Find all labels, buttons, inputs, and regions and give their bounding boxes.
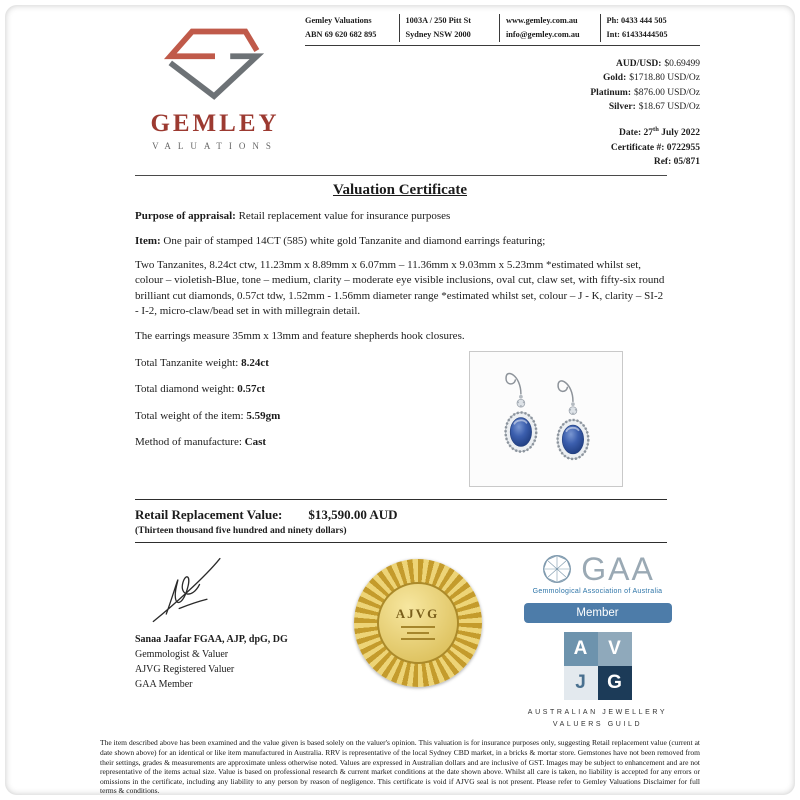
rate-gold: Gold: $1718.80 USD/Oz [603, 73, 700, 84]
ajvg-letter-g: G [598, 666, 632, 700]
brand-name: GEMLEY [150, 110, 280, 137]
document-title: Valuation Certificate [332, 182, 467, 199]
retail-value-label: Retail Replacement Value: [135, 506, 283, 522]
method-of-manufacture: Method of manufacture: Cast [135, 436, 267, 448]
ajvg-guild-name: AUSTRALIAN JEWELLERY VALUERS GUILD [527, 708, 668, 729]
contact-table [305, 14, 700, 46]
phone-number: Ph: 0433 444 505 [606, 16, 667, 25]
website[interactable]: www.gemley.com.au [506, 16, 578, 25]
purpose-line: Purpose of appraisal: Retail replacement value for insurance purposes [135, 210, 451, 223]
email[interactable]: info@gemley.com.au [506, 30, 580, 40]
valuer-registration: AJVG Registered Valuer [135, 663, 235, 675]
associations-column [500, 550, 695, 732]
address-line1: 1003A / 250 Pitt St [405, 16, 471, 25]
total-tanzanite-weight: Total Tanzanite weight: 8.24ct [135, 356, 269, 369]
seal-ornament [401, 638, 435, 640]
ajvg-gold-seal [354, 559, 482, 687]
disclaimer-fine-print: The item described above has been examined and the value given is based solely on the valuer's opinion. This valuation is for insurance purposes only, suggesting Retail replacement value (current at date shown above) for an identical or like item manufactured in Australia. RRV is representative of the local Sydney CBD market, in a bricks & mortar store. Gemstones have not been removed from their settings, grades & measurements are approximate unless otherwise noted. Values are expressed in Australian dollars and are inclusive of GST. Images may be subject to enhancement and are not representative of the items actual size. Value is based on professional research & current market conditions at the date shown above. Whilst all care is taken, no liability is accepted for any errors or omissions in the certificate, including any liability to any person by reason of negligence. This certificate is void if AJVG seal is not present. Please refer to Gemley Valuations Disclaimer for full terms & conditions. [100, 738, 700, 796]
retail-value-box [135, 499, 667, 543]
item-label: Item: [135, 235, 161, 248]
document-header [0, 12, 800, 169]
valuer-membership: GAA Member [135, 678, 193, 690]
address-line2: Sydney NSW 2000 [405, 30, 471, 40]
company-abn: ABN 69 620 682 895 [305, 30, 377, 40]
contact-web-cell [499, 14, 600, 42]
company-name: Gemley Valuations [305, 16, 372, 25]
totals-list [135, 345, 469, 487]
valuer-signature [135, 553, 253, 627]
reference-number: Ref: 05/871 [653, 156, 700, 167]
total-item-weight: Total weight of the item: 5.59gm [135, 409, 281, 422]
gaa-gem-icon [540, 553, 574, 585]
retail-value-amount: $13,590.00 AUD [308, 506, 398, 522]
brand-block [135, 14, 295, 169]
valuer-role: Gemmologist & Valuer [135, 648, 229, 660]
header-right [305, 14, 700, 169]
ajvg-letter-j: J [564, 666, 598, 700]
rate-platinum: Platinum: $876.00 USD/Oz [590, 87, 700, 98]
intl-number: Int: 61433444505 [606, 30, 668, 40]
purpose-label: Purpose of appraisal: [135, 210, 236, 223]
contact-address-cell [399, 14, 500, 42]
ajvg-letter-v: V [598, 632, 632, 666]
total-diamond-weight: Total diamond weight: 0.57ct [135, 383, 265, 396]
ajvg-letter-a: A [564, 632, 598, 666]
gemley-diamond-logo-icon [156, 22, 274, 100]
seal-column [335, 553, 500, 732]
gaa-member-badge: Member [524, 603, 672, 623]
item-description: Two Tanzanites, 8.24ct ctw, 11.23mm x 8.89mm x 6.07mm – 11.36mm x 9.03mm x 5.23mm *estimated whilst set, colour – violetish-Blue, tone – medium, clarity – moderate eye visible inclusions, oval cut, claw set, with fifty-six round brilliant cut diamonds, 0.57ct tdw, 1.52mm - 1.56mm diameter range *estimated whilst set, colour – J - K, clarity – SI-2 - I-2, micro-claw/bead set in with millegrain detail. [135, 258, 665, 318]
valuation-date: Date: 27th July 2022 [619, 126, 700, 139]
totals-and-photo [135, 345, 665, 487]
retail-value-words: (Thirteen thousand five hundred and ninety dollars) [135, 525, 347, 536]
contact-phone-cell [600, 14, 701, 42]
gaa-full-name: Gemmological Association of Australia [532, 587, 663, 595]
date-ordinal: th [653, 126, 659, 134]
certificate-body [0, 209, 800, 487]
brand-subtitle: VALUATIONS [152, 141, 278, 151]
certificate-footer [0, 543, 800, 732]
item-line: Item: One pair of stamped 14CT (585) white gold Tanzanite and diamond earrings featuring; [135, 235, 546, 248]
rate-audusd: AUD/USD: $0.69499 [615, 59, 700, 70]
valuer-details [135, 632, 335, 692]
seal-word: AJVG [395, 605, 440, 621]
earrings-illustration [471, 353, 621, 485]
seal-ornament [407, 632, 429, 634]
gaa-acronym: GAA [581, 550, 655, 587]
date-certificate-block [305, 125, 700, 169]
rate-silver: Silver: $18.67 USD/Oz [608, 101, 700, 112]
contact-company-cell [305, 14, 399, 42]
gaa-logo [540, 550, 655, 587]
title-divider [135, 175, 667, 176]
seal-ornament [401, 626, 435, 628]
valuer-signature-block [135, 553, 335, 732]
valuer-name: Sanaa Jaafar FGAA, AJP, dpG, DG [135, 633, 288, 645]
measurement-line: The earrings measure 35mm x 13mm and feature shepherds hook closures. [135, 330, 465, 343]
retail-value-line [135, 507, 667, 523]
earrings-photo [469, 351, 623, 487]
certificate-number: Certificate #: 0722955 [610, 142, 700, 153]
ajvg-logo [564, 632, 632, 700]
seal-inner [377, 582, 459, 664]
metal-rates [305, 57, 700, 114]
